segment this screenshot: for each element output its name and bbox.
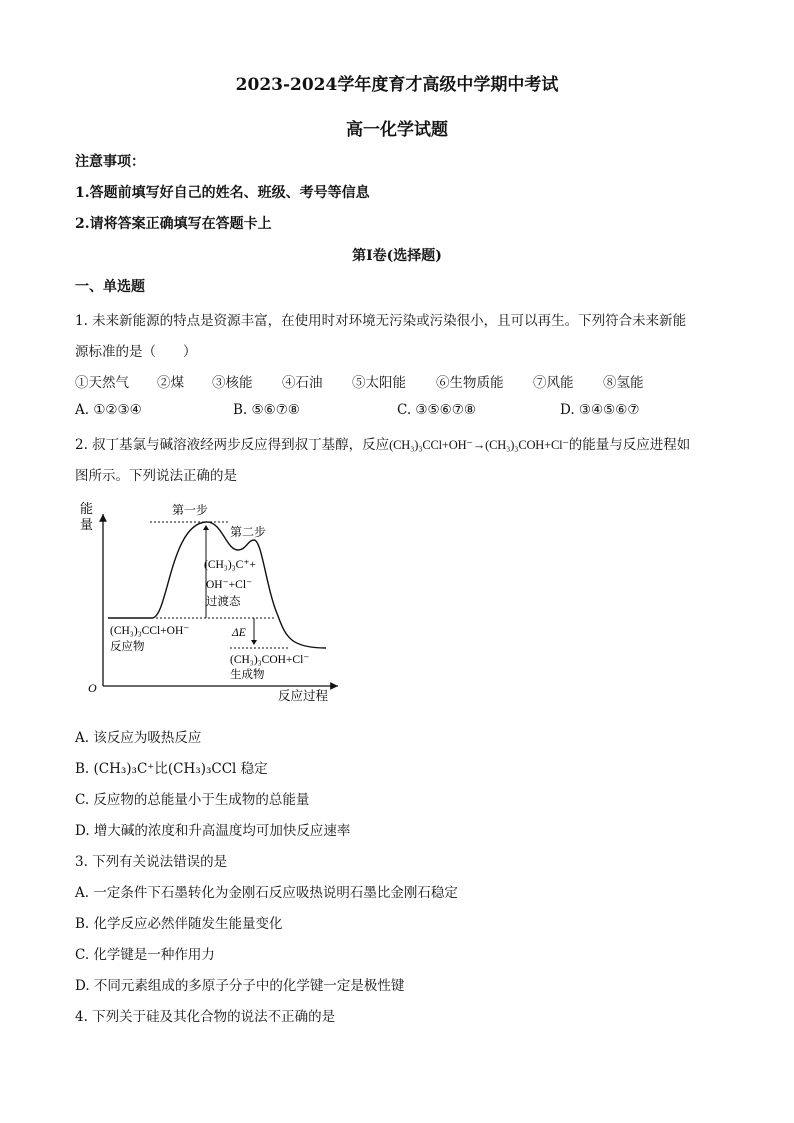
intermediate-label-1: (CH₃)₃C⁺+: [204, 559, 256, 571]
y-axis-label-2: 量: [80, 517, 94, 532]
intermediate-label-2: OH⁻+Cl⁻: [206, 579, 253, 591]
q1-option-b: B. ⑤⑥⑦⑧: [233, 402, 300, 418]
q1-item: ①天然气: [75, 375, 129, 391]
q1-item: ⑧氢能: [603, 375, 644, 391]
notes-heading: 注意事项：: [75, 154, 145, 170]
q1-option-d: D. ③④⑤⑥⑦: [560, 402, 640, 418]
reactant-label: 反应物: [110, 641, 145, 653]
q2-option-b: B. (CH₃)₃C⁺比(CH₃)₃CCl 稳定: [75, 761, 268, 777]
reactant-formula: (CH₃)₃CCl+OH⁻: [110, 625, 190, 637]
page-subtitle: 高一化学试题: [346, 120, 448, 140]
question-1-stem-line1: 1. 未来新能源的特点是资源丰富，在使用时对环境无污染或污染很小，且可以再生。下列符合未来新能: [75, 313, 687, 329]
q3-option-c: C. 化学键是一种作用力: [75, 947, 215, 963]
question-4-stem: 4. 下列关于硅及其化合物的说法不正确的是: [75, 1009, 336, 1025]
q1-item: ②煤: [157, 375, 184, 391]
product-label: 生成物: [230, 669, 265, 681]
q2-stem-part-a: 2. 叔丁基氯与碱溶液经两步反应得到叔丁基醇，反应: [75, 437, 390, 453]
energy-diagram: [70, 492, 370, 707]
q2-equation: (CH₃)₃CCl+OH⁻→(CH₃)₃COH+Cl⁻: [389, 438, 569, 452]
q2-stem-part-c: 的能量与反应进程如: [568, 437, 691, 453]
question-2-stem-line2: 图所示。下列说法正确的是: [75, 468, 237, 484]
x-axis-label: 反应过程: [278, 689, 329, 703]
q1-option-a: A. ①②③④: [75, 402, 142, 418]
q3-option-b: B. 化学反应必然伴随发生能量变化: [75, 916, 283, 932]
note-item: 1.答题前填写好自己的姓名、班级、考号等信息: [75, 185, 370, 201]
origin-label: O: [88, 681, 97, 695]
q1-item: ⑥生物质能: [436, 375, 504, 391]
q2-option-d: D. 增大碱的浓度和升高温度均可加快反应速率: [75, 823, 351, 839]
page-title: 2023-2024学年度育才高级中学期中考试: [235, 75, 559, 95]
q2-option-c: C. 反应物的总能量小于生成物的总能量: [75, 792, 310, 808]
q3-option-a: A. 一定条件下石墨转化为金刚石反应吸热说明石墨比金刚石稳定: [75, 885, 458, 901]
y-axis-label-1: 能: [80, 501, 94, 516]
delta-e-label: ΔE: [232, 627, 246, 639]
q1-item: ④石油: [282, 375, 323, 391]
step2-label: 第二步: [230, 525, 267, 539]
question-2-stem-line1: [75, 433, 690, 453]
q1-item: ⑦风能: [533, 375, 574, 391]
q2-option-a: A. 该反应为吸热反应: [75, 730, 202, 746]
q1-item: ⑤太阳能: [352, 375, 406, 391]
q3-option-d: D. 不同元素组成的多原子分子中的化学键一定是极性键: [75, 978, 405, 994]
transition-state-label: 过渡态: [206, 596, 241, 608]
q1-option-c: C. ③⑤⑥⑦⑧: [397, 402, 476, 418]
q1-item: ③核能: [212, 375, 253, 391]
section-title: 一、单选题: [75, 279, 145, 295]
product-formula: (CH₃)₃COH+Cl⁻: [230, 654, 310, 666]
step1-label: 第一步: [172, 503, 209, 517]
question-3-stem: 3. 下列有关说法错误的是: [75, 854, 228, 870]
question-1-stem-line2: 源标准的是（ ）: [75, 344, 197, 360]
volume-title: 第I卷(选择题): [352, 248, 442, 264]
note-item: 2.请将答案正确填写在答题卡上: [75, 216, 272, 232]
